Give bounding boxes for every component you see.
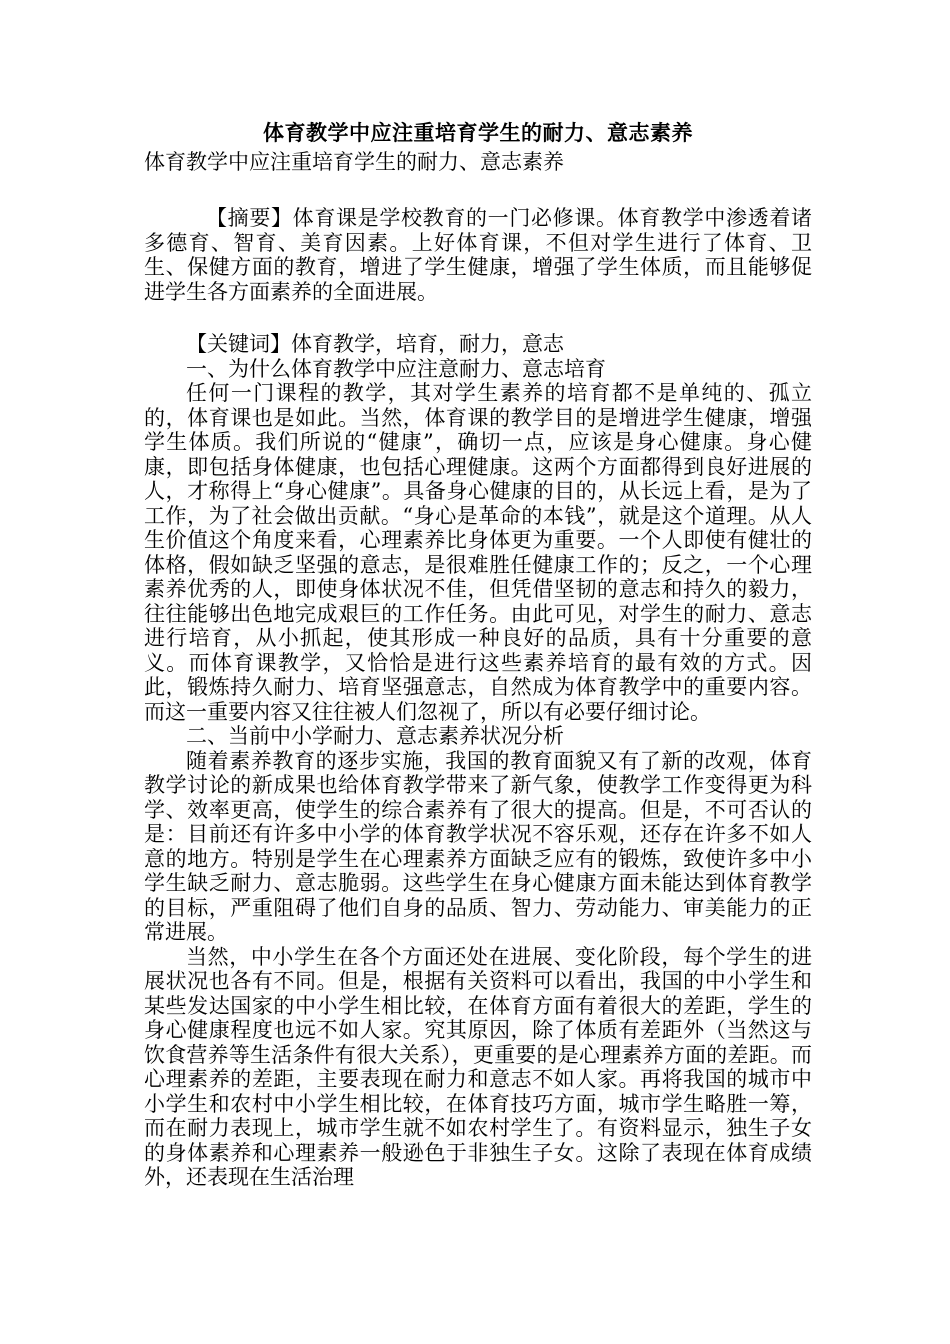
document-page — [144, 118, 812, 1190]
abstract-paragraph: 【摘要】体育课是学校教育的一门必修课。体育教学中渗透着诸多德育、智育、美育因素。上好体育课，不但对学生进行了体育、卫生、保健方面的教育，增进了学生健康，增强了学生体质，而且能够促进学生各方面素养的全面进展。 — [144, 206, 812, 304]
section-2-heading: 二、当前中小学耐力、意志素养状况分析 — [186, 724, 564, 748]
keywords-line: 【关键词】体育教学，培育，耐力，意志 — [186, 332, 564, 356]
section-1-heading: 一、为什么体育教学中应注意耐力、意志培育 — [186, 356, 606, 381]
section-2-paragraph-1: 随着素养教育的逐步实施，我国的教育面貌又有了新的改观，体育教学讨论的新成果也给体育教学带来了新气象，使教学工作变得更为科学、效率更高，使学生的综合素养有了很大的提高。但是，不可否认的是：目前还有许多中小学的体育教学状况不容乐观，还存在许多不如人意的地方。特别是学生在心理素养方面缺乏应有的锻炼，致使许多中小学生缺乏耐力、意志脆弱。这些学生在身心健康方面未能达到体育教学的目标，严重阻碍了他们自身的品质、智力、劳动能力、审美能力的正常进展。 — [144, 748, 812, 944]
document-title: 体育教学中应注重培育学生的耐力、意志素养 — [263, 120, 693, 145]
section-1-paragraph-1: 任何一门课程的教学，其对学生素养的培育都不是单纯的、孤立的，体育课也是如此。当然，体育课的教学目的是增进学生健康，增强学生体质。我们所说的“健康”，确切一点，应该是身心健康。身心健康，即包括身体健康，也包括心理健康。这两个方面都得到良好进展的人，才称得上“身心健康”。具备身心健康的目的，从长远上看，是为了工作，为了社会做出贡献。“身心是革命的本钱”，就是这个道理。从人生价值这个角度来看，心理素养比身体更为重要。一个人即使有健壮的体格，假如缺乏坚强的意志，是很难胜任健康工作的；反之，一个心理素养优秀的人，即使身体状况不佳，但凭借坚韧的意志和持久的毅力，往往能够出色地完成艰巨的工作任务。由此可见，对学生的耐力、意志进行培育，从小抓起，使其形成一种良好的品质，具有十分重要的意义。而体育课教学，又恰恰是进行这些素养培育的最有效的方式。因此，锻炼持久耐力、培育坚强意志，自然成为体育教学中的重要内容。而这一重要内容又往往被人们忽视了，所以有必要仔细讨论。 — [144, 381, 812, 724]
section-2-paragraph-2: 当然，中小学生在各个方面还处在进展、变化阶段，每个学生的进展状况也各有不同。但是，根据有关资料可以看出，我国的中小学生和某些发达国家的中小学生相比较，在体育方面有着很大的差距，学生的身心健康程度也远不如人家。究其原因，除了体质有差距外（当然这与饮食营养等生活条件有很大关系），更重要的是心理素养方面的差距。而心理素养的差距，主要表现在耐力和意志不如人家。再将我国的城市中小学生和农村中小学生相比较，在体育技巧方面，城市学生略胜一筹，而在耐力表现上，城市学生就不如农村学生了。有资料显示，独生子女的身体素养和心理素养一般逊色于非独生子女。这除了表现在体育成绩外，还表现在生活治理 — [144, 944, 812, 1189]
document-subtitle: 体育教学中应注重培育学生的耐力、意志素养 — [144, 150, 564, 174]
